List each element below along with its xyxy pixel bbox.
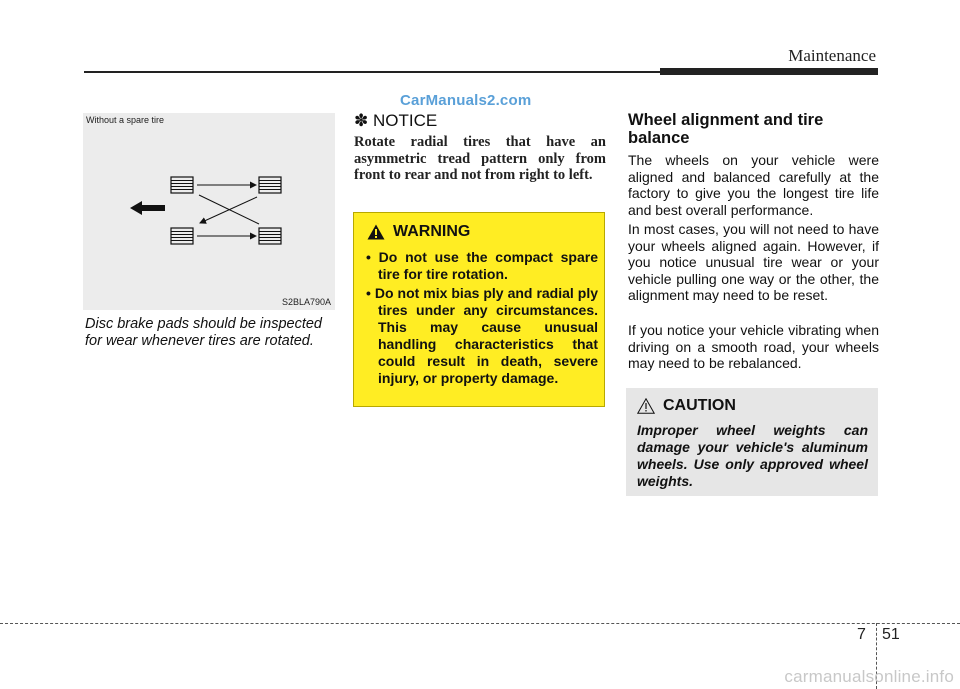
warning-item: • Do not use the compact spare tire for tire rotation. — [366, 249, 598, 282]
forward-direction-icon — [130, 201, 165, 215]
tire-rear-left-icon — [171, 228, 193, 244]
notice-heading: ✽ NOTICE — [354, 111, 438, 130]
footer-watermark: carmanualsonline.info — [784, 667, 954, 686]
warning-title: WARNING — [393, 223, 471, 240]
tire-rotation-diagram — [83, 113, 335, 310]
tire-rear-right-icon — [259, 228, 281, 244]
warning-header — [367, 223, 470, 241]
header-rule-accent — [660, 68, 878, 75]
warning-list — [366, 249, 598, 389]
notice-text: Rotate radial tires that have an asymmetric tread pattern only from front to rear and not from right to left. — [354, 134, 606, 183]
figure-caption: Without a spare tire — [86, 115, 165, 125]
wheel-alignment-paragraph: If you notice your vehicle vibrating when driving on a smooth road, your wheels may need to be rebalanced. — [628, 322, 879, 372]
tire-front-right-icon — [259, 177, 281, 193]
wheel-alignment-heading: Wheel alignment and tire balance — [628, 111, 824, 147]
caution-triangle-icon — [637, 398, 655, 414]
watermark-link[interactable]: CarManuals2.com — [400, 92, 532, 109]
caution-box — [626, 388, 878, 496]
warning-item: • Do not mix bias ply and radial ply tires under any circumstances. This may cause unusual handling characteristics that could result in death, severe injury, or property damage. — [366, 285, 598, 386]
caution-header — [637, 397, 736, 415]
warning-box — [353, 212, 605, 407]
warning-triangle-icon — [367, 224, 385, 240]
tire-front-left-icon — [171, 177, 193, 193]
figure-code: S2BLA790A — [281, 297, 331, 307]
section-title: Maintenance — [788, 46, 876, 65]
wheel-alignment-paragraph: In most cases, you will not need to have your wheels aligned again. However, if you notice unusual tire wear or your vehicle pulling one way or the other, the alignment may need to be reset. — [628, 221, 879, 304]
figure-description: Disc brake pads should be inspected for wear whenever tires are rotated. — [85, 316, 322, 349]
wheel-alignment-paragraph: The wheels on your vehicle were aligned and balanced carefully at the factory to give you the longest tire life and best overall performance. — [628, 152, 879, 218]
footer-rule — [0, 623, 960, 624]
chapter-number: 7 — [857, 626, 866, 643]
caution-title: CAUTION — [663, 397, 736, 414]
caution-text: Improper wheel weights can damage your vehicle's aluminum wheels. Use only approved wheel weights. — [637, 422, 868, 489]
page-number: 51 — [882, 626, 900, 643]
tire-rotation-figure — [83, 113, 335, 310]
header-rule — [84, 71, 660, 73]
